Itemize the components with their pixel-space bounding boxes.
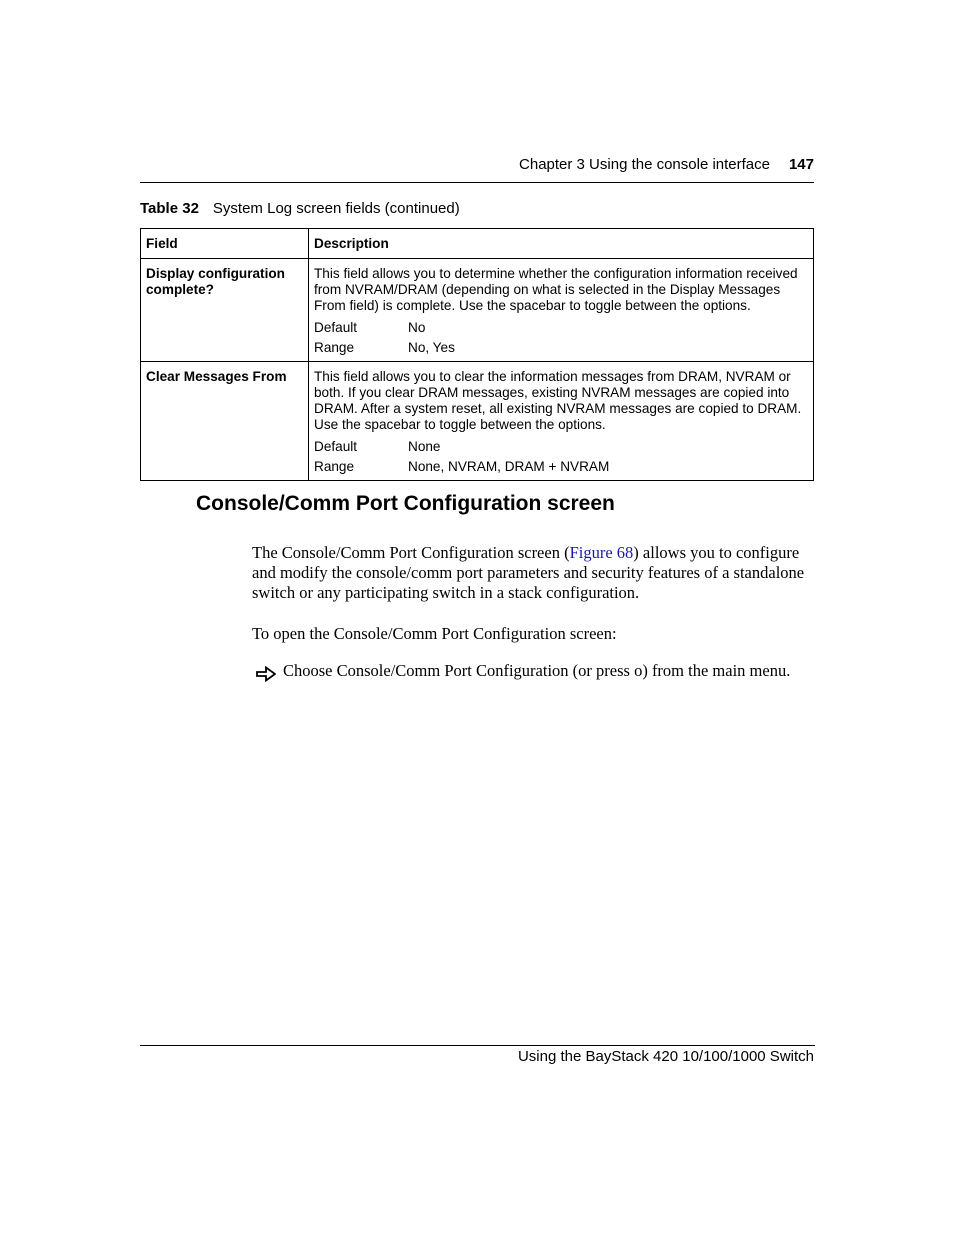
field-description: This field allows you to clear the information messages from DRAM, NVRAM or both. If you clear DRAM messages, existing NVRAM messages are copied into DRAM. After a system reset, all existing NVRAM messages are copied to DRAM. Use the spacebar to toggle between the options. <box>314 369 802 432</box>
range-row <box>314 338 808 358</box>
range-value: None, NVRAM, DRAM + NVRAM <box>408 459 610 474</box>
field-cell <box>141 259 309 362</box>
field-values <box>314 318 808 361</box>
chapter-title: Chapter 3 Using the console interface <box>519 156 770 173</box>
step-text: Choose Console/Comm Port Configuration (or press o) from the main menu. <box>283 661 791 680</box>
table-row <box>141 259 814 362</box>
table-row <box>141 362 814 481</box>
field-values <box>314 437 808 480</box>
footer-title: Using the BayStack 420 10/100/1000 Switch <box>517 1048 814 1065</box>
section-heading: Console/Comm Port Configuration screen <box>196 492 615 515</box>
page-number: 147 <box>788 156 814 173</box>
default-label: Default <box>314 439 358 454</box>
default-value: None <box>408 439 441 454</box>
intro-text-before: The Console/Comm Port Configuration screen ( <box>252 543 570 562</box>
field-name: Display configuration complete? <box>146 266 285 297</box>
default-value: No <box>408 320 426 335</box>
column-header-field: Field <box>141 229 309 259</box>
range-label: Range <box>314 340 355 355</box>
fields-table <box>140 228 814 481</box>
description-cell <box>309 362 814 481</box>
instruction-paragraph: To open the Console/Comm Port Configuration screen: <box>252 624 617 643</box>
range-label: Range <box>314 459 355 474</box>
table-title: System Log screen fields (continued) <box>212 200 460 217</box>
figure-link[interactable]: Figure 68 <box>569 543 634 562</box>
range-value: No, Yes <box>408 340 455 355</box>
intro-paragraph <box>252 543 818 603</box>
range-row <box>314 457 808 477</box>
field-name: Clear Messages From <box>146 369 287 384</box>
description-cell <box>309 259 814 362</box>
field-description: This field allows you to determine whether the configuration information received from NVRAM/DRAM (depending on what is selected in the Display Messages From field) is complete. Use the spacebar to toggle between the options. <box>314 266 798 313</box>
table-caption <box>140 200 460 217</box>
running-header <box>140 156 814 183</box>
table-header-row <box>141 229 814 259</box>
footer-divider <box>140 1045 815 1046</box>
field-cell <box>141 362 309 481</box>
intro-text-after: ) allows you to configure and modify the console/comm port parameters and security features of a standalone switch or any participating switch in a stack configuration. <box>252 543 805 602</box>
table-number: Table 32 <box>140 200 199 217</box>
default-row <box>314 318 808 338</box>
column-header-description: Description <box>309 229 814 259</box>
default-row <box>314 437 808 457</box>
arrow-right-icon <box>256 666 276 682</box>
default-label: Default <box>314 320 358 335</box>
